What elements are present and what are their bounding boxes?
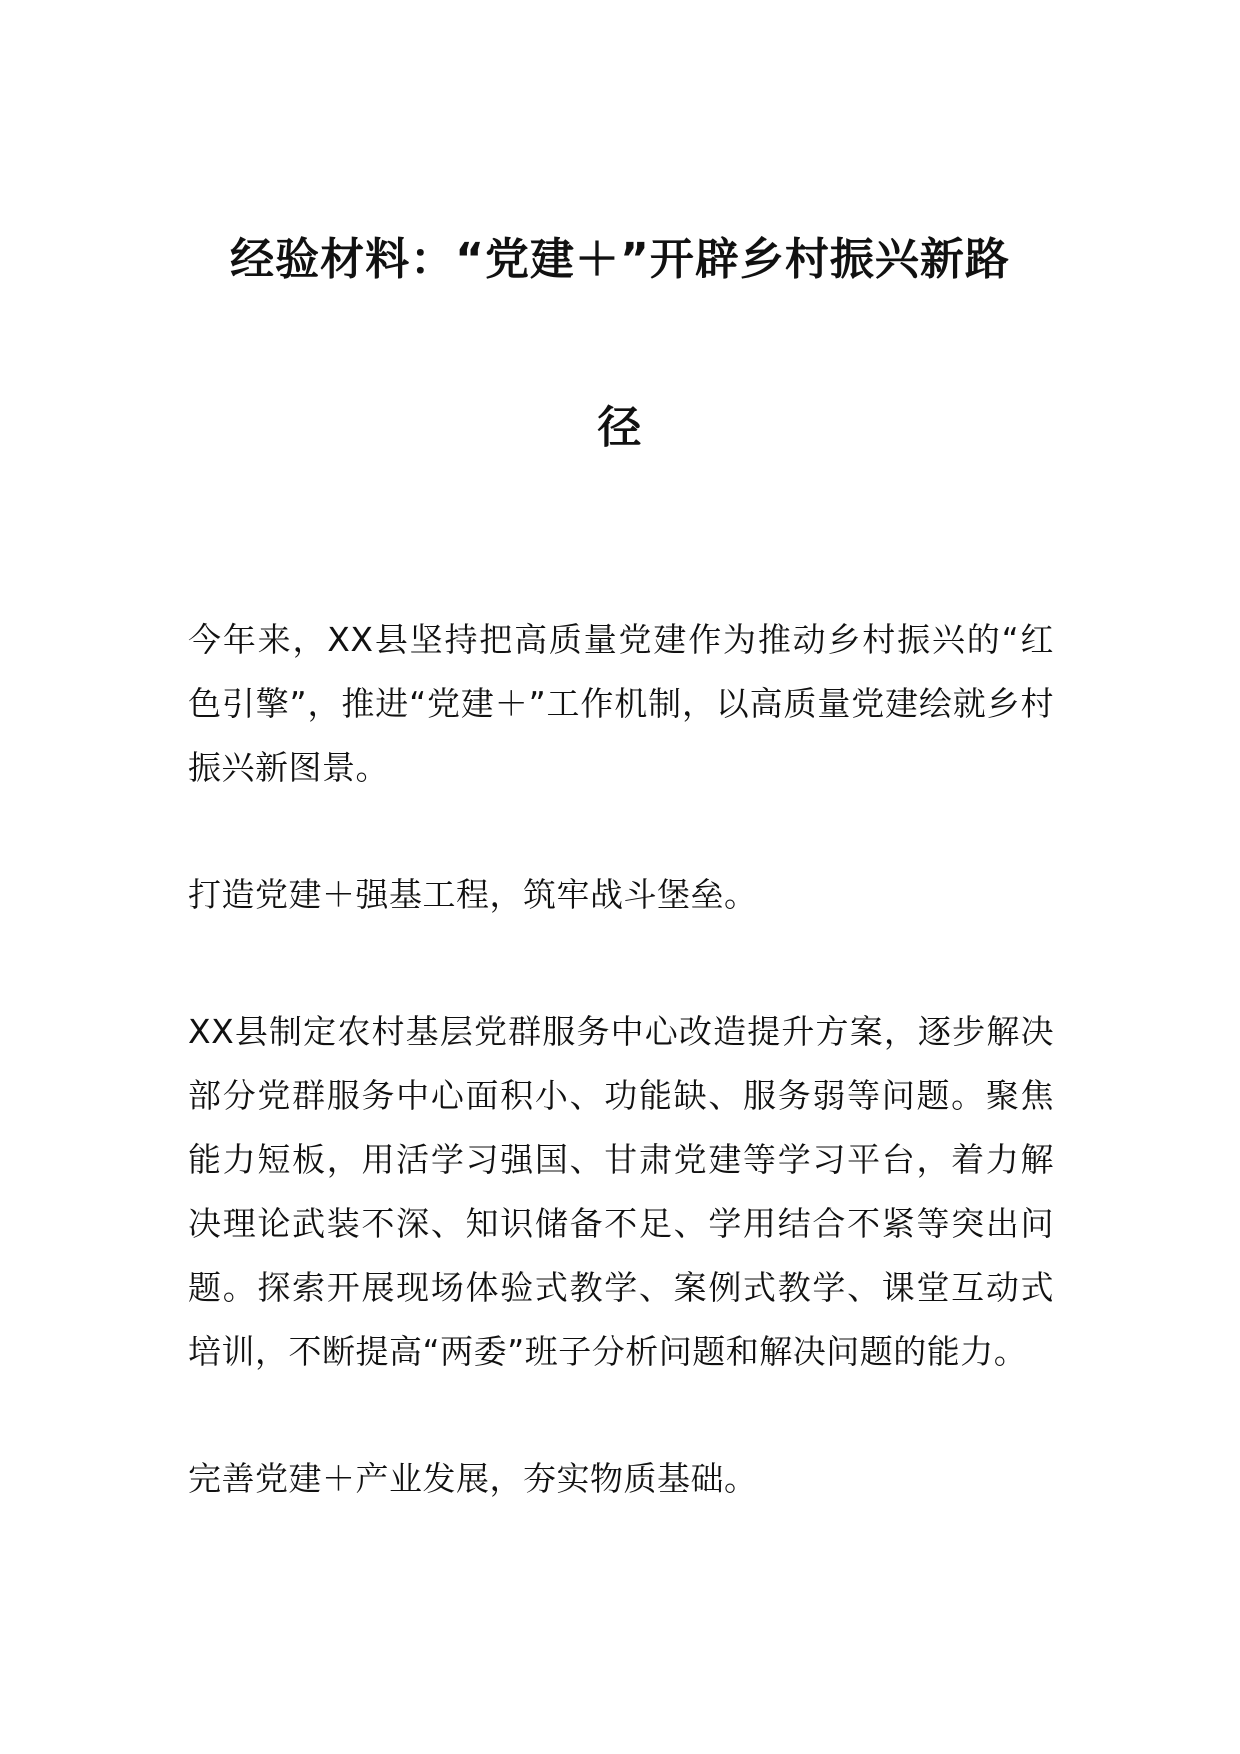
title-line-1: 经验材料：“党建＋”开辟乡村振兴新路 (230, 234, 1010, 285)
paragraph-heading-2: 完善党建＋产业发展，夯实物质基础。 (188, 1459, 758, 1498)
paragraph-body-1: XX县制定农村基层党群服务中心改造提升方案，逐步解决部分党群服务中心面积小、功能缺、服务弱等问题。聚焦能力短板，用活学习强国、甘肃党建等学习平台，着力解决理论武装不深、知识储备不足、学用结合不紧等突出问题。探索开展现场体验式教学、案例式教学、课堂互动式培训，不断提高“两委”班子分析问题和解决问题的能力。 (188, 1012, 1054, 1371)
document-title (160, 176, 1080, 512)
paragraph-intro: 今年来，XX县坚持把高质量党建作为推动乡村振兴的“红色引擎”，推进“党建＋”工作机制，以高质量党建绘就乡村振兴新图景。 (188, 620, 1054, 787)
paragraph-heading-1: 打造党建＋强基工程，筑牢战斗堡垒。 (188, 875, 758, 914)
title-line-2: 径 (597, 402, 643, 453)
